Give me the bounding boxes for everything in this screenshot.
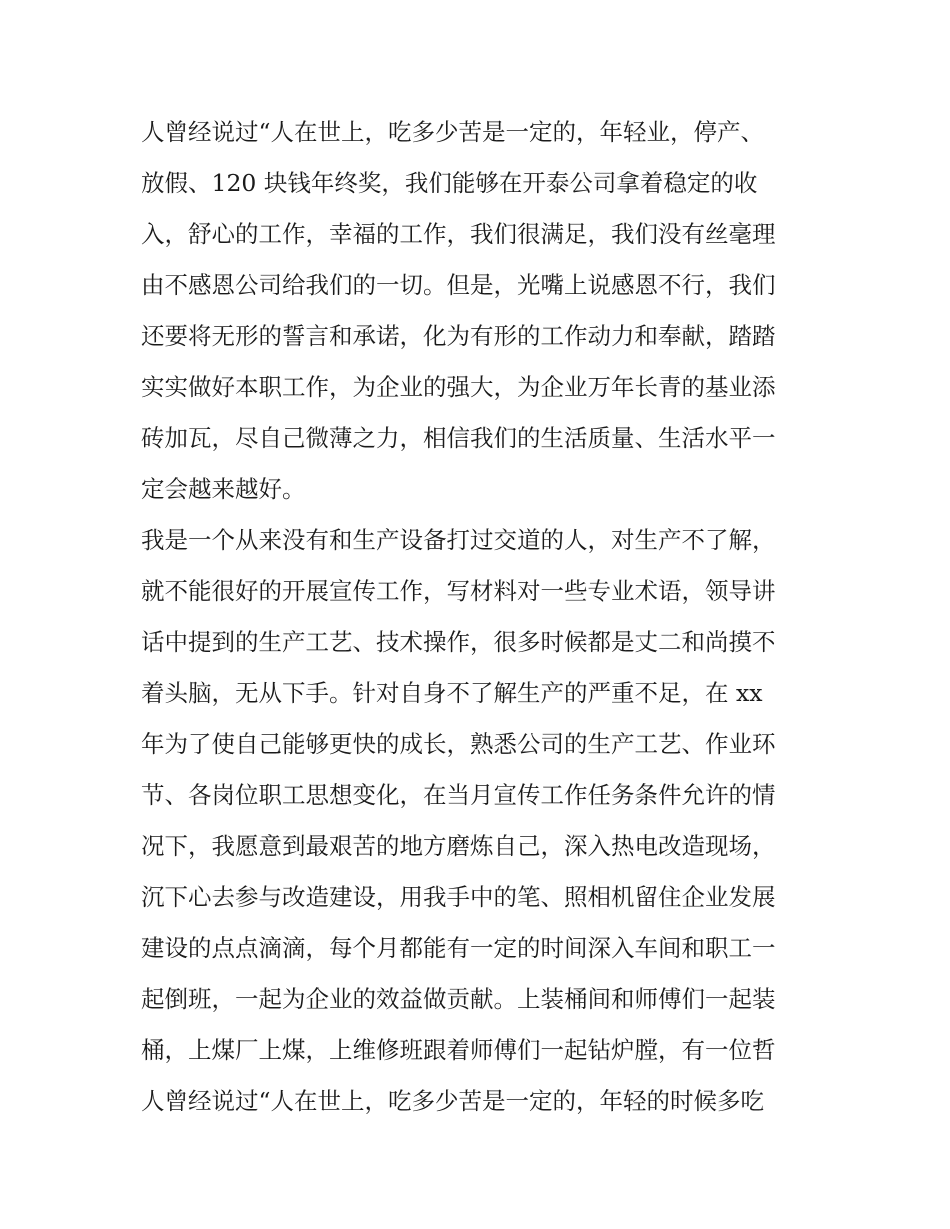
text-line: 着头脑，无从下手。针对自身不了解生产的严重不足，在 xx xyxy=(141,679,763,707)
text-line: 建设的点点滴滴，每个月都能有一定的时间深入车间和职工一 xyxy=(141,934,776,962)
text-line: 节、各岗位职工思想变化，在当月宣传工作任务条件允许的情 xyxy=(141,781,776,809)
text-line: 桶，上煤厂上煤，上维修班跟着师傅们一起钻炉膛，有一位哲 xyxy=(141,1036,776,1064)
text-line: 实实做好本职工作，为企业的强大，为企业万年长青的基业添 xyxy=(141,373,776,401)
text-line: 入，舒心的工作，幸福的工作，我们很满足，我们没有丝毫理 xyxy=(141,220,776,248)
text-line: 定会越来越好。 xyxy=(141,475,306,503)
text-line: 还要将无形的誓言和承诺，化为有形的工作动力和奉献，踏踏 xyxy=(141,322,776,350)
text-line: 我是一个从来没有和生产设备打过交道的人，对生产不了解， xyxy=(141,526,776,554)
text-line: 年为了使自己能够更快的成长，熟悉公司的生产工艺、作业环 xyxy=(141,730,776,758)
text-line: 就不能很好的开展宣传工作，写材料对一些专业术语，领导讲 xyxy=(141,577,776,605)
text-line: 人曾经说过“人在世上，吃多少苦是一定的，年轻业，停产、 xyxy=(141,118,765,146)
text-line: 砖加瓦，尽自己微薄之力，相信我们的生活质量、生活水平一 xyxy=(141,424,776,452)
text-line: 况下，我愿意到最艰苦的地方磨炼自己，深入热电改造现场， xyxy=(141,832,776,860)
text-line: 话中提到的生产工艺、技术操作，很多时候都是丈二和尚摸不 xyxy=(141,628,776,656)
text-line: 人曾经说过“人在世上，吃多少苦是一定的，年轻的时候多吃 xyxy=(141,1087,765,1115)
text-line: 沉下心去参与改造建设，用我手中的笔、照相机留住企业发展 xyxy=(141,883,776,911)
text-line: 由不感恩公司给我们的一切。但是，光嘴上说感恩不行，我们 xyxy=(141,271,776,299)
body-text xyxy=(141,107,821,1127)
text-line: 起倒班，一起为企业的效益做贡献。上装桶间和师傅们一起装 xyxy=(141,985,776,1013)
text-line: 放假、120 块钱年终奖，我们能够在开泰公司拿着稳定的收 xyxy=(141,169,758,197)
